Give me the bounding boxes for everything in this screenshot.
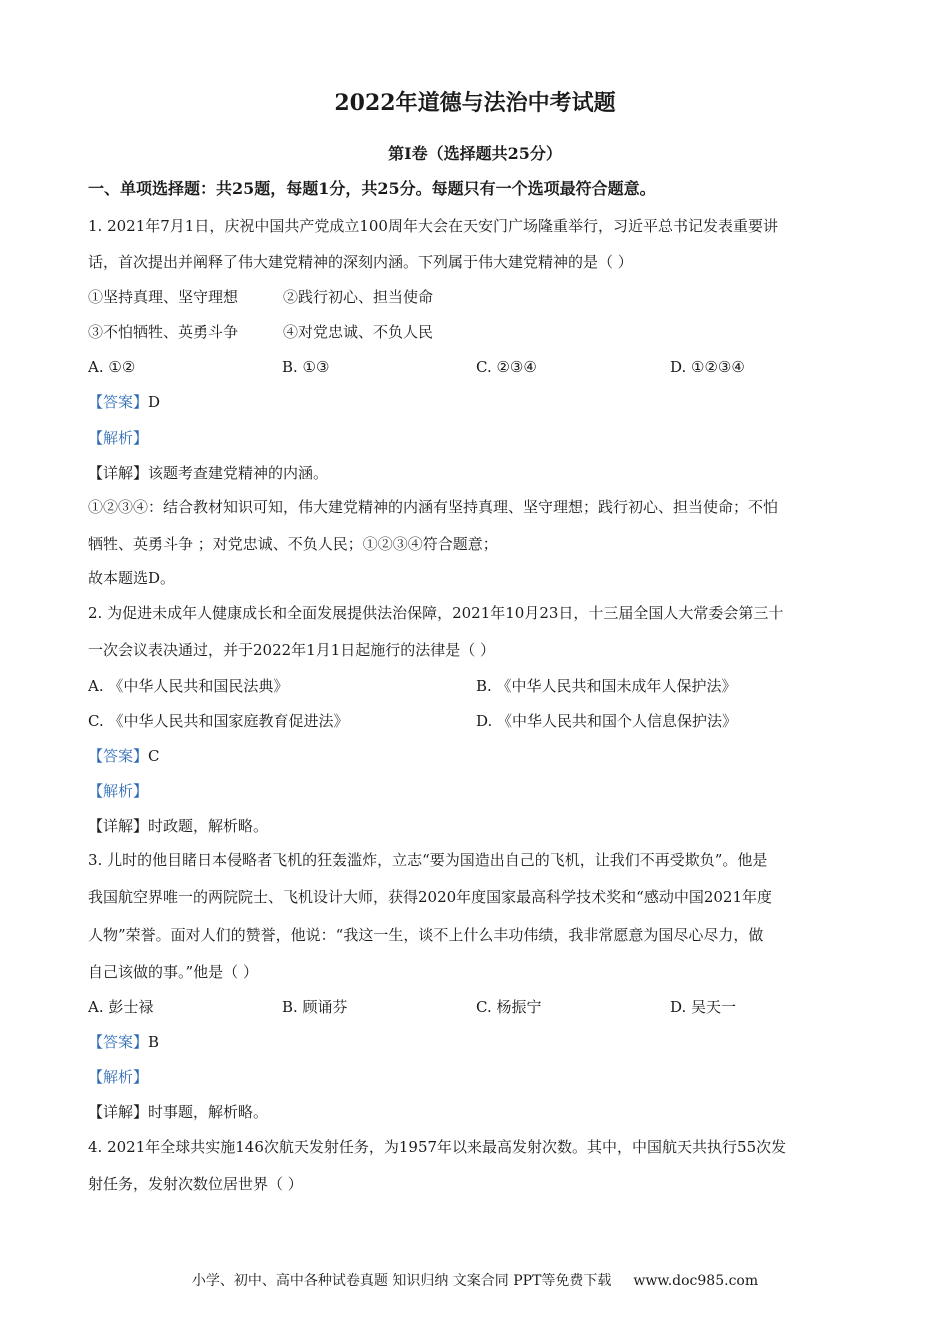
q4-stem-line-1: 4. 2021年全球共实施146次航天发射任务，为1957年以来最高发射次数。其中，中国航天共执行55次发 <box>88 1138 787 1156</box>
analysis-tag: 【解析】 <box>88 782 149 800</box>
footer-url[interactable]: www.doc985.com <box>633 1273 759 1289</box>
q1-stem-line-2: 话，首次提出并阐释了伟大建党精神的深刻内涵。下列属于伟大建党精神的是（ ） <box>88 253 633 271</box>
q3-stem-line-4: 自己该做的事。”他是（ ） <box>88 963 258 981</box>
q1-item-1: ①坚持真理、坚守理想 <box>88 288 239 306</box>
q1-detail <box>88 463 328 483</box>
q2-answer <box>88 746 160 766</box>
q3-option-b: B. 顾诵芬 <box>282 998 348 1016</box>
section-heading: 一、单项选择题：共25题，每题1分，共25分。每题只有一个选项最符合题意。 <box>88 179 656 198</box>
q3-detail <box>88 1102 268 1122</box>
q1-item-3: ③不怕牺牲、英勇斗争 <box>88 323 239 341</box>
q2-stem-line-1: 2. 为促进未成年人健康成长和全面发展提供法治保障，2021年10月23日，十三届全国人大常委会第三十 <box>88 604 784 622</box>
q1-option-c: C. ②③④ <box>476 358 537 376</box>
answer-tag: 【答案】 <box>88 393 149 411</box>
q1-option-a: A. ①② <box>88 358 136 376</box>
q1-stem-line-1: 1. 2021年7月1日，庆祝中国共产党成立100周年大会在天安门广场隆重举行，习近平总书记发表重要讲 <box>88 217 778 235</box>
q3-option-c: C. 杨振宁 <box>476 998 542 1016</box>
q2-option-d: D. 《中华人民共和国个人信息保护法》 <box>476 712 738 730</box>
answer-value: B <box>148 1033 160 1051</box>
q1-answer <box>88 392 160 412</box>
q1-explain-line-1: ①②③④：结合教材知识可知，伟大建党精神的内涵有坚持真理、坚守理想；践行初心、担当使命；不怕 <box>88 498 779 516</box>
q2-detail <box>88 816 268 836</box>
q3-option-d: D. 吴天一 <box>670 998 737 1016</box>
q2-option-c: C. 《中华人民共和国家庭教育促进法》 <box>88 712 349 730</box>
q2-stem-line-2: 一次会议表决通过，并于2022年1月1日起施行的法律是（ ） <box>88 641 496 659</box>
answer-tag: 【答案】 <box>88 747 149 765</box>
q3-stem-line-3: 人物”荣誉。面对人们的赞誉，他说：“我这一生，谈不上什么丰功伟绩，我非常愿意为国尽心尽力，做 <box>88 926 764 944</box>
detail-text: 时事题，解析略。 <box>148 1103 269 1121</box>
answer-value: D <box>148 393 161 411</box>
q3-answer <box>88 1032 159 1052</box>
q3-analysis-tag <box>88 1067 148 1087</box>
detail-tag: 【详解】 <box>88 817 149 835</box>
q2-option-a: A. 《中华人民共和国民法典》 <box>88 677 289 695</box>
q1-item-2: ②践行初心、担当使命 <box>283 288 434 306</box>
page-footer <box>0 1270 950 1290</box>
detail-text: 该题考查建党精神的内涵。 <box>148 464 329 482</box>
page-title: 2022年道德与法治中考试题 <box>334 90 616 116</box>
q1-option-d: D. ①②③④ <box>670 358 745 376</box>
q2-option-b: B. 《中华人民共和国未成年人保护法》 <box>476 677 737 695</box>
detail-tag: 【详解】 <box>88 1103 149 1121</box>
detail-text: 时政题，解析略。 <box>148 817 269 835</box>
q1-explain-line-2: 牺牲、英勇斗争 ；对党忠诚、不负人民；①②③④符合题意； <box>88 535 498 553</box>
volume-subtitle: 第I卷（选择题共25分） <box>388 144 562 163</box>
q3-option-a: A. 彭士禄 <box>88 998 154 1016</box>
detail-tag: 【详解】 <box>88 464 149 482</box>
q1-conclusion: 故本题选D。 <box>88 569 176 587</box>
footer-text: 小学、初中、高中各种试卷真题 知识归纳 文案合同 PPT等免费下载 <box>191 1273 612 1289</box>
q4-stem-line-2: 射任务，发射次数位居世界（ ） <box>88 1175 303 1193</box>
q1-analysis-tag <box>88 428 148 448</box>
answer-value: C <box>148 747 160 765</box>
q1-item-4: ④对党忠诚、不负人民 <box>283 323 434 341</box>
analysis-tag: 【解析】 <box>88 1068 149 1086</box>
analysis-tag: 【解析】 <box>88 429 149 447</box>
q3-stem-line-1: 3. 儿时的他目睹日本侵略者飞机的狂轰滥炸，立志“要为国造出自己的飞机，让我们不再受欺负”。他是 <box>88 851 768 869</box>
q2-analysis-tag <box>88 781 148 801</box>
answer-tag: 【答案】 <box>88 1033 149 1051</box>
q1-option-b: B. ①③ <box>282 358 330 376</box>
q3-stem-line-2: 我国航空界唯一的两院院士、飞机设计大师，获得2020年度国家最高科学技术奖和“感动中国2021年度 <box>88 888 773 906</box>
